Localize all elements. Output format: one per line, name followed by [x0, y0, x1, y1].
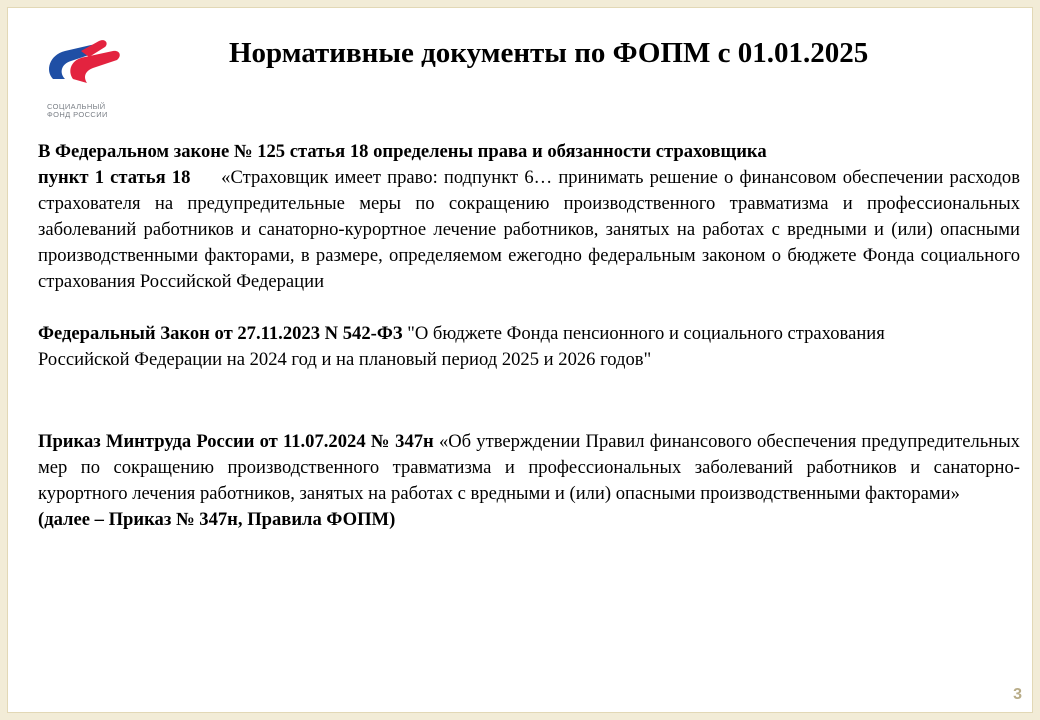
document-content [38, 139, 1020, 533]
page-title: Нормативные документы по ФОПМ с 01.01.2025 [229, 37, 869, 69]
order-347n-note: (далее – Приказ № 347н, Правила ФОПМ) [38, 509, 396, 530]
order-347n-text: «Об утверждении Правил финансового обеспечения предупредительных мер по сокращению производственного травматизма и профессиональных заболеваний работников и санаторно-курортного лечения работников, занятых на работах с вредными и (или) опасными производственными факторами» [38, 431, 1020, 504]
logo-caption [47, 103, 108, 119]
social-fund-logo-icon [43, 37, 125, 97]
social-fund-logo [43, 37, 125, 119]
order-347n-paragraph [38, 429, 1020, 533]
law-125-heading: В Федеральном законе № 125 статья 18 определены права и обязанности страховщика [38, 141, 767, 162]
page-number: 3 [1013, 686, 1022, 703]
law-125-paragraph [38, 139, 1020, 295]
logo-caption-line-1: СОЦИАЛЬНЫЙ [47, 102, 106, 111]
order-347n-title: Приказ Минтруда России от 11.07.2024 № 347н [38, 431, 434, 452]
law-542-title: Федеральный Закон от 27.11.2023 N 542-ФЗ [38, 323, 403, 344]
clause-text: «Страховщик имеет право: подпункт 6… принимать решение о финансовом обеспечении расходов страхователя на предупредительные меры по сокращению производственного травматизма и профессиональных заболеваний работников и санаторно-курортное лечение работников, занятых на работах с вредными и (или) опасными производственными факторами, в размере, определяемом ежегодно федеральным законом о бюджете Фонда социального страхования Российской Федерации [38, 167, 1020, 292]
logo-caption-line-2: ФОНД РОССИИ [47, 110, 108, 119]
law-542-text-line-2: Российской Федерации на 2024 год и на плановый период 2025 и 2026 годов" [38, 349, 652, 370]
clause-label: пункт 1 статья 18 [38, 167, 191, 188]
law-542-text-line-1: "О бюджете Фонда пенсионного и социального страхования [407, 323, 885, 344]
law-542-paragraph [38, 321, 1020, 373]
